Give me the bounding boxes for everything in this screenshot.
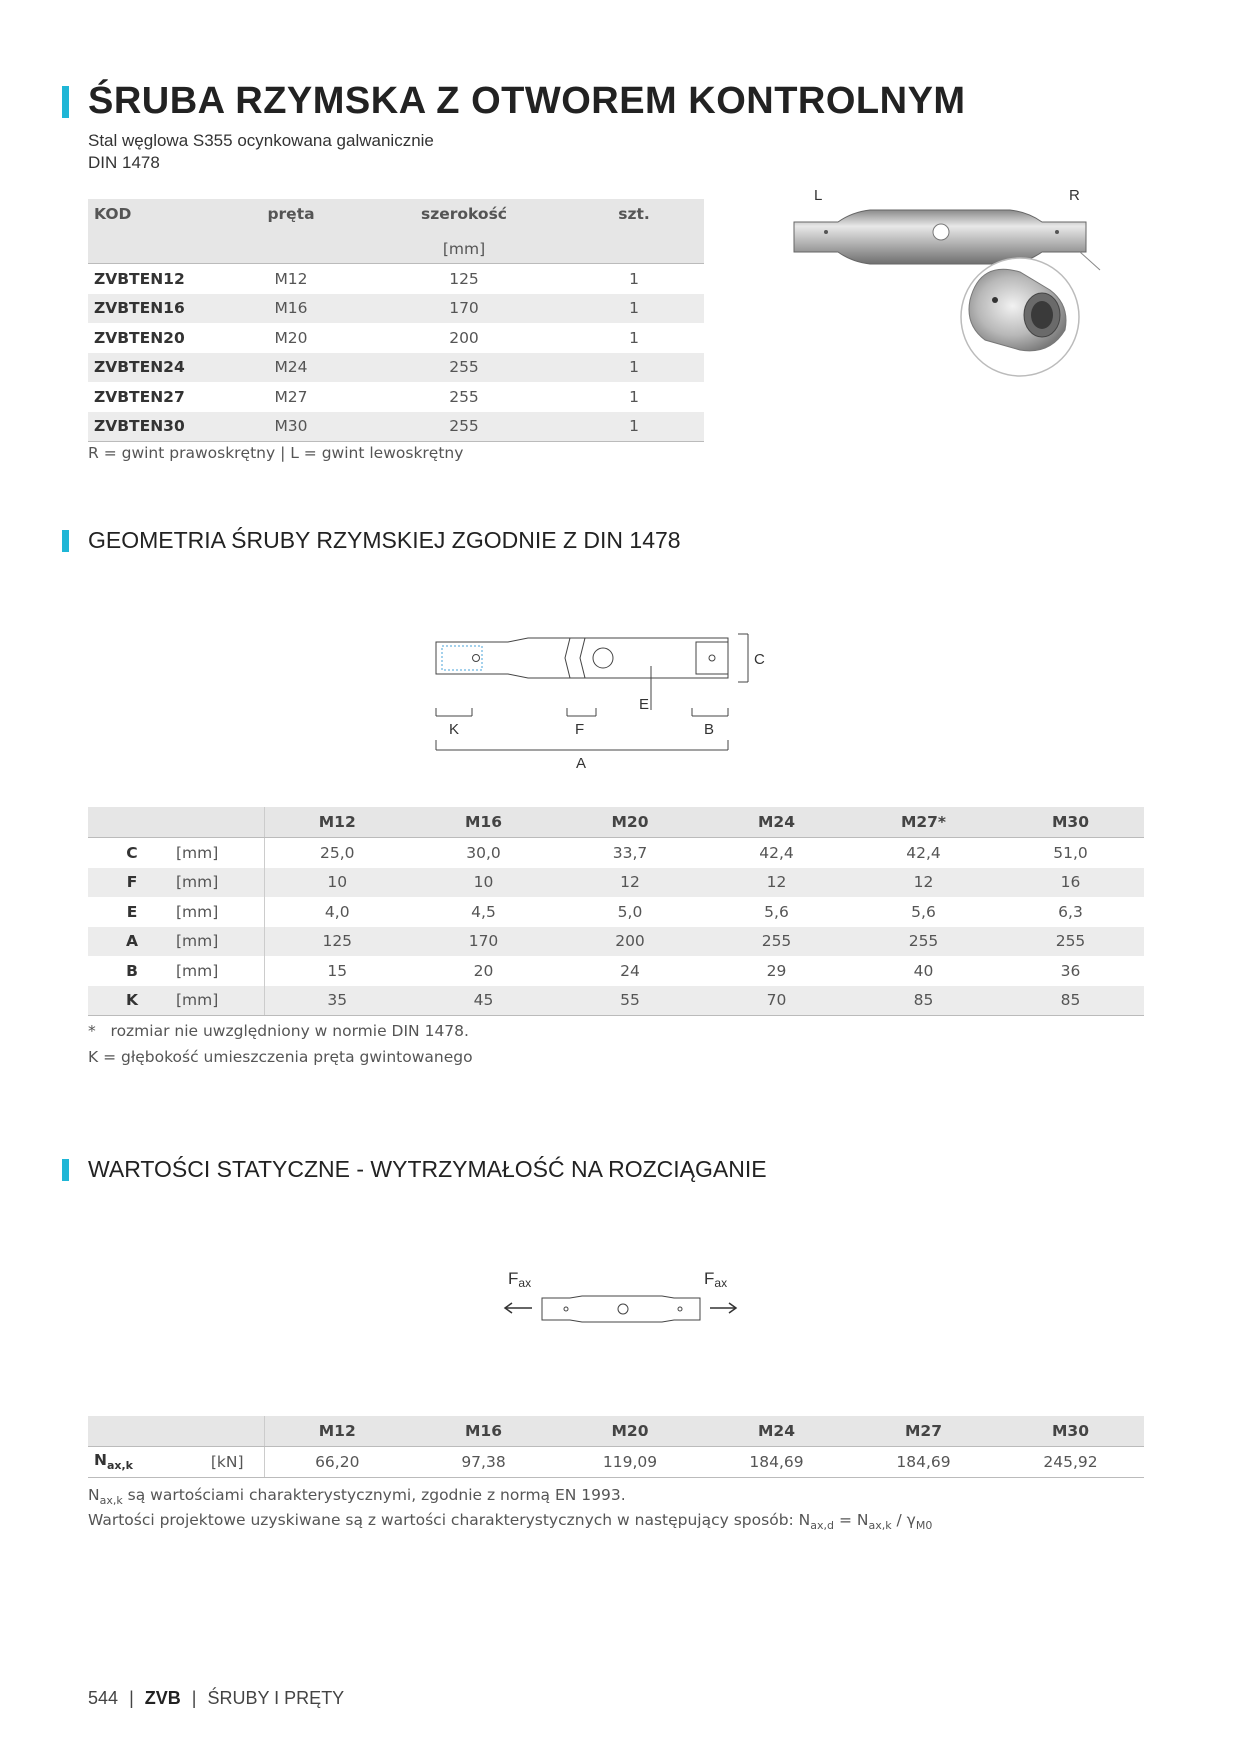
thread-note: R = gwint prawoskrętny | L = gwint lewoskrętny xyxy=(88,444,464,462)
col-unit-mm: [mm] xyxy=(364,235,564,264)
small-hole-left xyxy=(824,230,828,234)
col-header: M16 xyxy=(410,1416,557,1447)
table-row xyxy=(88,264,704,294)
section-title-geometry: GEOMETRIA ŚRUBY RZYMSKIEJ ZGODNIE Z DIN 1478 xyxy=(88,527,681,553)
footer-section: ŚRUBY I PRĘTY xyxy=(207,1688,345,1708)
cell: 255 xyxy=(703,927,850,957)
table-row xyxy=(88,1447,1144,1478)
rod-size: M24 xyxy=(218,353,364,383)
product-code: ZVBTEN20 xyxy=(94,328,185,347)
col-header-width: szerokość xyxy=(364,199,564,235)
col-header: M30 xyxy=(997,1416,1144,1447)
force-inspection-hole xyxy=(618,1304,628,1314)
product-photo xyxy=(780,180,1120,420)
force-label-right: Fax xyxy=(704,1269,728,1290)
cell: 119,09 xyxy=(557,1447,703,1478)
cell: 36 xyxy=(1060,961,1081,980)
row-label: K xyxy=(88,986,176,1016)
col-header: M27 xyxy=(850,1416,997,1447)
cell: 85 xyxy=(997,986,1144,1016)
diagram-small-hole xyxy=(473,655,480,662)
dim-label-e: E xyxy=(639,696,650,713)
inspection-hole xyxy=(933,224,949,240)
cell: 85 xyxy=(850,986,997,1016)
section-title-static: WARTOŚCI STATYCZNE - WYTRZYMAŁOŚĆ NA ROZCIĄGANIE xyxy=(88,1156,767,1182)
cell: 24 xyxy=(620,961,640,980)
page-footer xyxy=(88,1688,344,1709)
row-label: B xyxy=(126,961,138,980)
force-turnbuckle xyxy=(542,1296,700,1322)
width-value: 255 xyxy=(364,412,564,442)
qty-value: 1 xyxy=(629,328,639,347)
page-title: ŚRUBA RZYMSKA Z OTWOREM KONTROLNYM xyxy=(88,80,966,122)
rod-size: M12 xyxy=(274,269,308,288)
cell: 5,0 xyxy=(617,902,643,921)
table-row xyxy=(88,956,1144,986)
photo-label-left: L xyxy=(814,187,823,204)
table-row xyxy=(88,294,704,324)
photo-label-right: R xyxy=(1069,187,1080,204)
col-header: M12 xyxy=(264,1416,410,1447)
cell: 12 xyxy=(703,868,850,898)
qty-value: 1 xyxy=(564,294,704,324)
dim-label-c: C xyxy=(754,651,765,668)
width-value: 170 xyxy=(364,294,564,324)
row-unit: [mm] xyxy=(176,986,264,1016)
cell: 5,6 xyxy=(911,902,936,921)
cell: 5,6 xyxy=(764,902,789,921)
cell: 170 xyxy=(410,927,557,957)
cell: 35 xyxy=(264,986,410,1016)
footer-separator: | xyxy=(191,1688,197,1708)
product-code: ZVBTEN27 xyxy=(94,387,185,406)
table-row xyxy=(88,382,704,412)
geometry-k-note: K = głębokość umieszczenia pręta gwintowanego xyxy=(88,1048,473,1066)
qty-value: 1 xyxy=(564,353,704,383)
cell: 70 xyxy=(703,986,850,1016)
cell: 200 xyxy=(557,927,703,957)
section-accent-bar xyxy=(62,530,69,552)
width-value: 200 xyxy=(449,328,479,347)
cell: 42,4 xyxy=(759,843,794,862)
width-value: 255 xyxy=(364,353,564,383)
product-code: ZVBTEN30 xyxy=(88,412,218,442)
footer-brand: ZVB xyxy=(144,1688,181,1708)
cell: 10 xyxy=(264,868,410,898)
cell: 255 xyxy=(997,927,1144,957)
cell: 255 xyxy=(850,927,997,957)
col-header-qty: szt. xyxy=(564,199,704,235)
product-table xyxy=(88,199,704,442)
zoom-small-hole xyxy=(992,297,998,303)
cell: 12 xyxy=(850,868,997,898)
title-accent-bar xyxy=(62,86,69,118)
row-unit: [mm] xyxy=(176,868,264,898)
product-code: ZVBTEN16 xyxy=(88,294,218,324)
row-label-nax: $N_{ax,k}$ xyxy=(88,1447,176,1478)
diagram-center xyxy=(570,638,728,678)
cell: 4,5 xyxy=(471,902,496,921)
cell: 30,0 xyxy=(466,843,501,862)
force-small-hole-right xyxy=(678,1307,682,1311)
cell: 25,0 xyxy=(264,838,410,868)
cell: 15 xyxy=(264,956,410,986)
col-header: M12 xyxy=(264,807,410,838)
material-line: Stal węglowa S355 ocynkowana galwanicznie xyxy=(88,131,434,150)
diagram-left-end xyxy=(436,638,570,678)
cell: 12 xyxy=(557,868,703,898)
cell: 184,69 xyxy=(850,1447,997,1478)
footnote-text: rozmiar nie uwzględniony w normie DIN 1478. xyxy=(110,1022,469,1040)
diagram-thread-zone xyxy=(442,646,482,670)
row-label: C xyxy=(126,843,138,862)
section-accent-bar xyxy=(62,1159,69,1181)
rod-size: M20 xyxy=(274,328,308,347)
cell: 16 xyxy=(997,868,1144,898)
cell: 97,38 xyxy=(410,1447,557,1478)
rod-size: M27 xyxy=(274,387,308,406)
cell: 184,69 xyxy=(703,1447,850,1478)
cell: 20 xyxy=(473,961,494,980)
col-header-code: KOD xyxy=(88,199,218,235)
rod-size: M16 xyxy=(218,294,364,324)
col-header: M24 xyxy=(703,1416,850,1447)
qty-value: 1 xyxy=(629,269,639,288)
cell: 42,4 xyxy=(906,843,941,862)
diagram-small-hole-right xyxy=(709,655,715,661)
table-row xyxy=(88,838,1144,868)
col-header: M24 xyxy=(703,807,850,838)
col-header-rod: pręta xyxy=(218,199,364,235)
qty-value: 1 xyxy=(564,412,704,442)
diagram-break xyxy=(580,638,585,678)
cell: 125 xyxy=(264,927,410,957)
static-table xyxy=(88,1416,1144,1478)
cell: 33,7 xyxy=(612,843,648,862)
standard-line: DIN 1478 xyxy=(88,153,160,172)
cell: 245,92 xyxy=(997,1447,1144,1478)
small-hole-right xyxy=(1055,230,1059,234)
row-unit: [mm] xyxy=(176,961,219,980)
row-label: E xyxy=(126,902,138,921)
product-code: ZVBTEN12 xyxy=(94,269,185,288)
table-row xyxy=(88,323,704,353)
zoom-leader-line xyxy=(1080,252,1100,270)
diagram-right-end xyxy=(696,642,728,674)
footer-separator: | xyxy=(129,1688,134,1708)
col-header: M30 xyxy=(997,807,1144,838)
row-label: A xyxy=(88,927,176,957)
table-row xyxy=(88,927,1144,957)
col-header: M20 xyxy=(557,1416,703,1447)
geometry-footnote xyxy=(88,1022,469,1040)
width-value: 255 xyxy=(449,387,479,406)
row-unit-kn: [kN] xyxy=(176,1447,264,1478)
static-note-1: $N_{ax,k}$ są wartościami charakterystycznymi, zgodnie z normą EN 1993. xyxy=(88,1486,626,1508)
row-label: F xyxy=(88,868,176,898)
dim-label-b: B xyxy=(704,721,715,738)
table-row xyxy=(88,897,1144,927)
geometry-diagram xyxy=(420,620,820,770)
product-code: ZVBTEN24 xyxy=(88,353,218,383)
geometry-table xyxy=(88,807,1144,1016)
col-header: M20 xyxy=(557,807,703,838)
dim-label-k: K xyxy=(449,721,460,738)
row-unit: [mm] xyxy=(176,927,264,957)
row-unit: [mm] xyxy=(176,902,219,921)
table-row xyxy=(88,986,1144,1016)
cell: 66,20 xyxy=(264,1447,410,1478)
cell: 6,3 xyxy=(1058,902,1083,921)
cell: 4,0 xyxy=(264,897,410,927)
cell: 45 xyxy=(410,986,557,1016)
static-note-2: Wartości projektowe uzyskiwane są z wartości charakterystycznych w następujący sposób: $N_{ax,d} = N_{ax,k} / \gamma_{M0}$ xyxy=(88,1511,933,1533)
table-row xyxy=(88,412,704,442)
dim-label-a: A xyxy=(576,755,587,770)
qty-value: 1 xyxy=(629,387,639,406)
cell: 51,0 xyxy=(1053,843,1088,862)
dim-label-f: F xyxy=(575,721,585,738)
col-header: M16 xyxy=(410,807,557,838)
cell: 29 xyxy=(766,961,787,980)
force-label-left: Fax xyxy=(508,1269,532,1290)
force-small-hole-left xyxy=(564,1307,568,1311)
diagram-inspection-hole xyxy=(593,648,613,668)
table-row xyxy=(88,868,1144,898)
cell: 40 xyxy=(913,961,934,980)
rod-size: M30 xyxy=(218,412,364,442)
force-diagram xyxy=(500,1260,740,1340)
row-unit: [mm] xyxy=(176,843,219,862)
cell: 10 xyxy=(410,868,557,898)
table-row xyxy=(88,353,704,383)
col-header: M27* xyxy=(850,807,997,838)
cell: 55 xyxy=(557,986,703,1016)
footnote-mark: * xyxy=(88,1022,96,1040)
page-number: 544 xyxy=(88,1688,119,1708)
thread-inner xyxy=(1031,301,1053,329)
width-value: 125 xyxy=(449,269,479,288)
